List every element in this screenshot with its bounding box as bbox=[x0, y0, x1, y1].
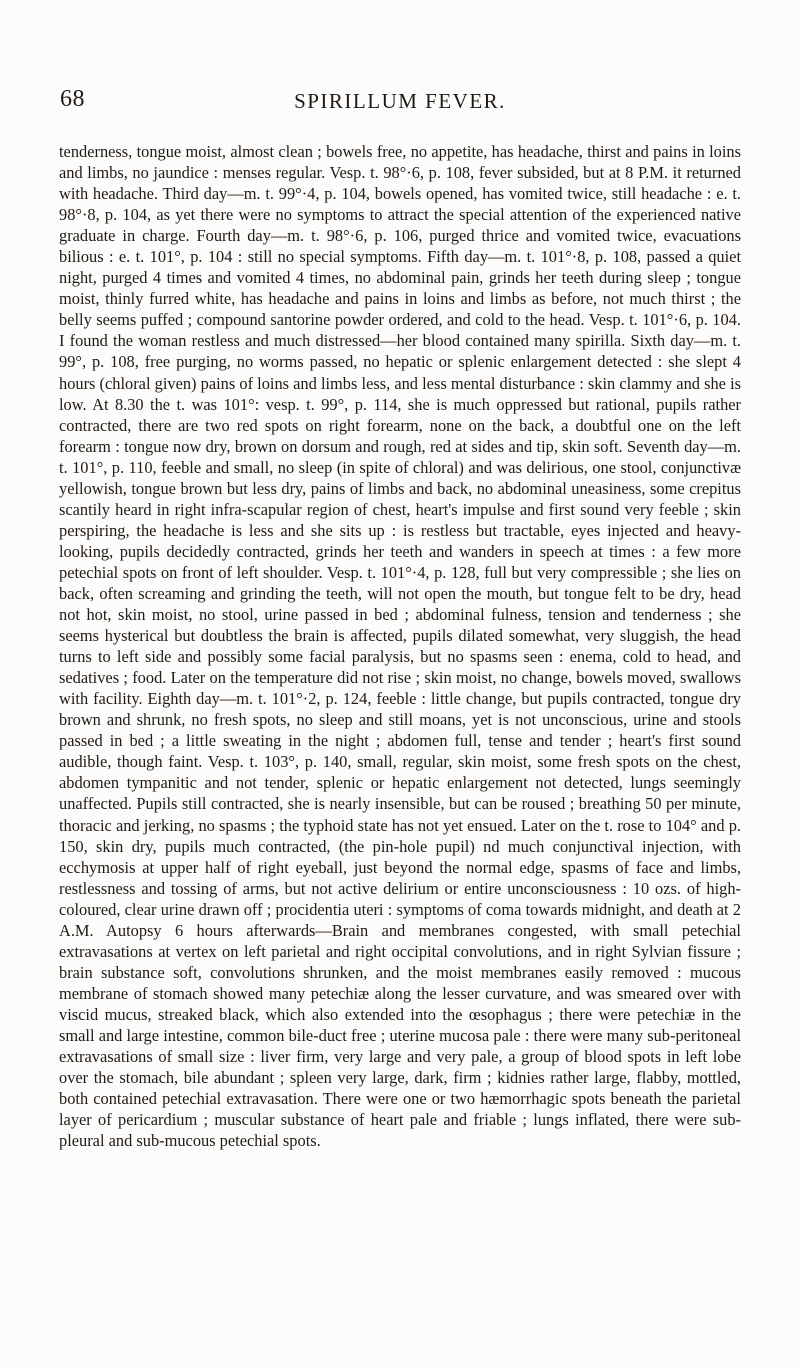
running-title: SPIRILLUM FEVER. bbox=[294, 89, 506, 113]
page-number: 68 bbox=[60, 86, 85, 112]
body-paragraph: tenderness, tongue moist, almost clean ; bowels free, no appetite, has headache, thirst and pains in loins and limbs, no jaundice : menses regular. Vesp. t. 98°·6, p. 108, fever subsided, but at 8 P.M. it returned with headache. Third day—m. t. 99°·4, p. 104, bowels opened, has vomited twice, still headache : e. t. 98°·8, p. 104, as yet there were no symptoms to attract the special attention of the experienced native graduate in charge. Fourth day—m. t. 98°·6, p. 106, purged thrice and vomited twice, evacuations bilious : e. t. 101°, p. 104 : still no special symptoms. Fifth day—m. t. 101°·8, p. 108, passed a quiet night, purged 4 times and vomited 4 times, no abdominal pain, grinds her teeth during sleep ; tongue moist, thinly furred white, has headache and pains in loins and limbs as before, not much thirst ; the belly seems puffed ; compound santorine powder ordered, and cold to the head. Vesp. t. 101°·6, p. 104. I found the woman restless and much distressed—her blood contained many spirilla. Sixth day—m. t. 99°, p. 108, free purging, no worms passed, no hepatic or splenic enlargement detected : she slept 4 hours (chloral given) pains of loins and limbs less, and less mental disturbance : skin clammy and she is low. At 8.30 the t. was 101°: vesp. t. 99°, p. 114, she is much oppressed but rational, pupils rather contracted, there are two red spots on right forearm, none on the back, a doubtful one on the left forearm : tongue now dry, brown on dorsum and rough, red at sides and tip, skin soft. Seventh day—m. t. 101°, p. 110, feeble and small, no sleep (in spite of chloral) and was delirious, one stool, conjunctivæ yellowish, tongue brown but less dry, pains of limbs and back, no abdominal uneasiness, some crepitus scantily heard in right infra-scapular region of chest, heart's impulse and first sound very feeble ; skin perspiring, the headache is less and she sits up : is restless but tractable, eyes injected and heavy-looking, pupils decidedly contracted, grinds her teeth and wanders in speech at times : a few more petechial spots on front of left shoulder. Vesp. t. 101°·4, p. 128, full but very compressible ; she lies on back, often screaming and grinding the teeth, will not open the mouth, but tongue felt to be dry, head not hot, skin moist, no stool, urine passed in bed ; abdominal fulness, tension and tenderness ; she seems hysterical but doubtless the brain is affected, pupils dilated somewhat, very sluggish, the head turns to left side and possibly some facial paralysis, but no spasms seen : enema, cold to head, and sedatives ; food. Later on the temperature did not rise ; skin moist, no change, bowels moved, swallows with facility. Eighth day—m. t. 101°·2, p. 124, feeble : little change, but pupils contracted, tongue dry brown and shrunk, no fresh spots, no sleep and still moans, yet is not unconscious, urine and stools passed in bed ; a little sweating in the night ; abdomen full, tense and tender ; heart's first sound audible, though faint. Vesp. t. 103°, p. 140, small, regular, skin moist, some fresh spots on the chest, abdomen tympanitic and not tender, splenic or hepatic enlargement not detected, lungs seemingly unaffected. Pupils still contracted, she is nearly insensible, but can be roused ; breathing 50 per minute, thoracic and jerking, no spasms ; the typhoid state has not yet ensued. Later on the t. rose to 104° and p. 150, skin dry, pupils much contracted, (the pin-hole pupil) nd much conjunctival injection, with ecchymosis at upper half of right eyeball, just beyond the normal edge, spasms of face and limbs, restlessness and tossing of arms, but not active delirium or entire unconsciousness : 10 ozs. of high-coloured, clear urine drawn off ; procidentia uteri : symptoms of coma towards midnight, and death at 2 A.M. Autopsy 6 hours afterwards—Brain and membranes congested, with small petechial extravasations at vertex on left parietal and right occipital convolutions, and in right Sylvian fissure ; brain substance soft, convolutions shrunken, and the moist membranes easily removed : mucous membrane of stomach showed many petechiæ along the lesser curvature, and was smeared over with viscid mucus, streaked black, which also extended into the œsophagus ; there were petechiæ in the small and large intestine, common bile-duct free ; uterine mucosa pale : there were many sub-peritoneal extravasations of small size : liver firm, very large and very pale, a group of blood spots in left lobe over the stomach, bile abundant ; spleen very large, dark, firm ; kidnies rather large, flabby, mottled, both contained petechial extravasation. There were one or two hæmorrhagic spots beneath the parietal layer of pericardium ; muscular substance of heart pale and friable ; lungs inflated, there were sub-pleural and sub-mucous petechial spots. bbox=[59, 142, 741, 1151]
running-head bbox=[60, 86, 740, 120]
